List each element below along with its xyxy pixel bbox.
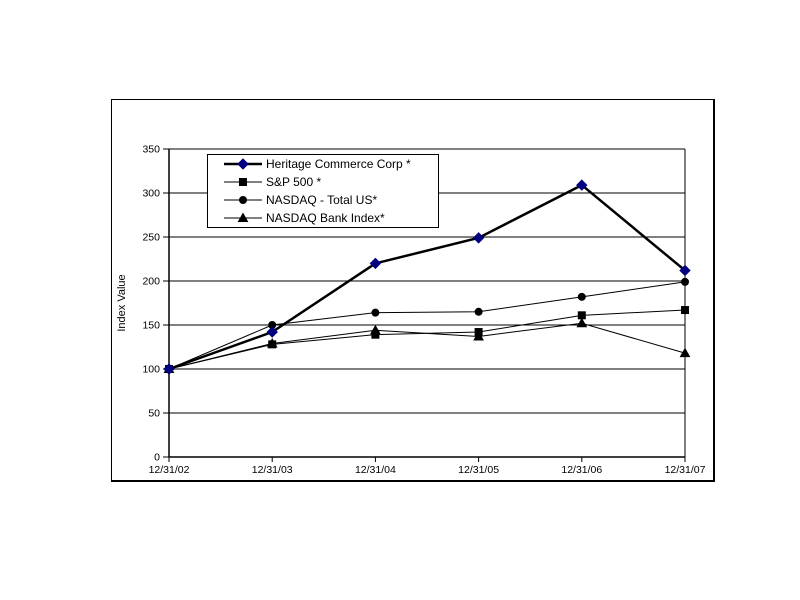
- y-tick-label: 250: [142, 231, 160, 244]
- series-line: [169, 310, 685, 369]
- x-tick-label: 12/31/07: [664, 464, 706, 476]
- legend-item-heritage-commerce-corp: [222, 155, 438, 173]
- legend-swatch-triangle-icon: [222, 211, 264, 225]
- y-tick-label: 0: [154, 451, 160, 464]
- data-point-square-icon: [372, 331, 379, 338]
- data-point-circle-icon: [578, 293, 585, 300]
- x-tick-label: 12/31/03: [251, 464, 293, 476]
- y-tick-label: 50: [148, 407, 160, 420]
- data-point-circle-icon: [682, 278, 689, 285]
- y-tick-label: 100: [142, 363, 160, 376]
- y-tick-label: 150: [142, 319, 160, 332]
- data-point-circle-icon: [475, 308, 482, 315]
- legend-label: NASDAQ Bank Index*: [266, 211, 385, 225]
- y-tick-label: 350: [142, 143, 160, 156]
- legend-item-nasdaq-bank-index: [222, 209, 438, 227]
- legend-swatch-diamond-icon: [222, 157, 264, 171]
- legend-marker-circle-icon: [240, 197, 247, 204]
- legend-label: S&P 500 *: [266, 175, 322, 189]
- data-point-square-icon: [578, 312, 585, 319]
- legend: [207, 154, 439, 228]
- legend-marker-diamond-icon: [238, 159, 248, 169]
- x-tick-label: 12/31/06: [561, 464, 603, 476]
- x-tick-label: 12/31/04: [354, 464, 396, 476]
- legend-item-nasdaq-total-us: [222, 191, 438, 209]
- legend-label: NASDAQ - Total US*: [266, 193, 378, 207]
- chart-frame: [111, 99, 715, 482]
- legend-marker-square-icon: [240, 179, 247, 186]
- legend-label: Heritage Commerce Corp *: [266, 157, 411, 171]
- x-tick-label: 12/31/05: [458, 464, 500, 476]
- y-tick-label: 300: [142, 187, 160, 200]
- data-point-circle-icon: [372, 309, 379, 316]
- data-point-diamond-icon: [474, 233, 484, 243]
- data-point-square-icon: [682, 307, 689, 314]
- legend-swatch-square-icon: [222, 175, 264, 189]
- legend-item-sp500: [222, 173, 438, 191]
- legend-swatch-circle-icon: [222, 193, 264, 207]
- y-tick-label: 200: [142, 275, 160, 288]
- data-point-square-icon: [475, 329, 482, 336]
- y-axis-title: Index Value: [116, 274, 128, 332]
- series-line: [169, 323, 685, 369]
- x-tick-label: 12/31/02: [148, 464, 190, 476]
- data-point-square-icon: [269, 341, 276, 348]
- data-point-triangle-icon: [577, 319, 586, 327]
